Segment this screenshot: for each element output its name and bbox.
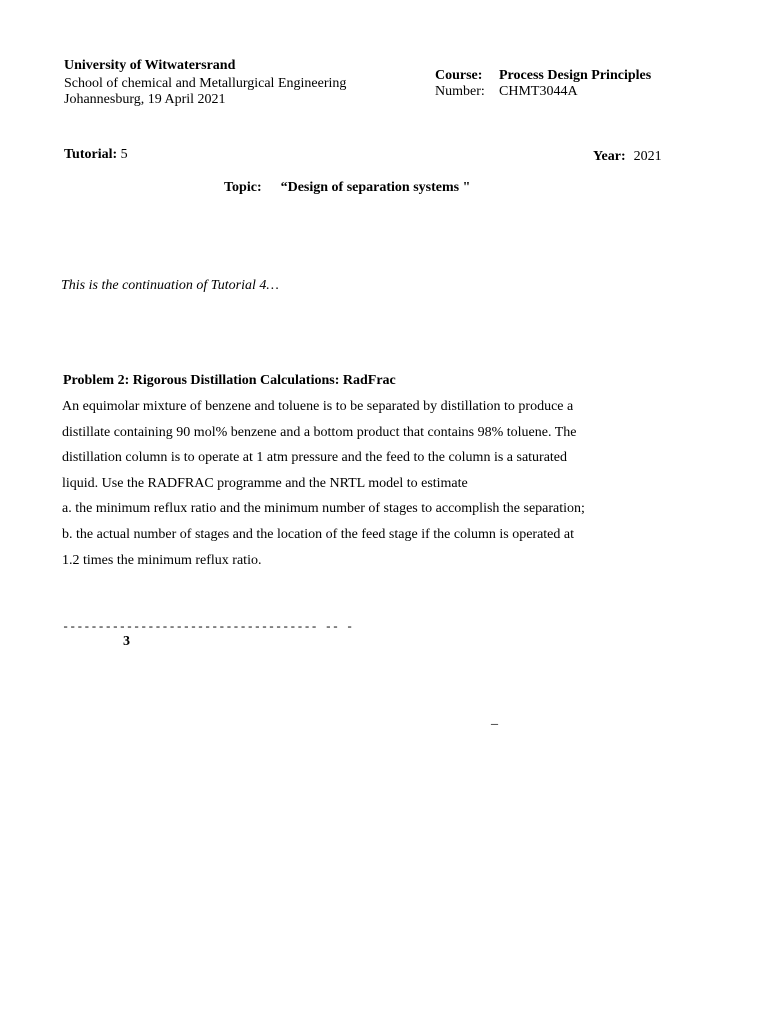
- page-number: 3: [123, 634, 130, 649]
- problem-line: An equimolar mixture of benzene and toluene is to be separated by distillation to produce a: [62, 399, 574, 414]
- topic-value: “Design of separation systems ": [280, 180, 471, 195]
- year-label: Year:: [593, 149, 626, 164]
- year-info: [593, 149, 662, 165]
- continuation-note: This is the continuation of Tutorial 4…: [61, 278, 279, 293]
- course-row: [435, 68, 651, 84]
- tutorial-value: 5: [117, 147, 128, 162]
- number-value: CHMT3044A: [499, 84, 578, 99]
- problem-body: [62, 397, 662, 576]
- dashed-separator: ------------------------------------ -- -: [62, 620, 354, 634]
- problem-line: distillation column is to operate at 1 atm pressure and the feed to the column is a saturated: [62, 450, 568, 466]
- course-label: Course:: [435, 68, 483, 83]
- topic-label: Topic:: [224, 180, 262, 195]
- tutorial-info: [64, 147, 128, 163]
- year-value: 2021: [633, 149, 662, 164]
- tutorial-label: Tutorial:: [64, 147, 118, 162]
- problem-title: Problem 2: Rigorous Distillation Calculations: RadFrac: [63, 373, 396, 388]
- problem-line: b. the actual number of stages and the location of the feed stage if the column is operated at: [62, 526, 574, 542]
- topic-info: [224, 180, 470, 196]
- problem-line: a. the minimum reflux ratio and the minimum number of stages to accomplish the separation;: [62, 501, 585, 517]
- course-value: Process Design Principles: [499, 68, 652, 83]
- university-name: University of Witwatersrand: [64, 58, 236, 73]
- number-label: Number:: [435, 84, 485, 99]
- problem-line: liquid. Use the RADFRAC programme and the NRTL model to estimate: [62, 475, 468, 491]
- school-name: School of chemical and Metallurgical Engineering: [64, 76, 347, 91]
- problem-line: 1.2 times the minimum reflux ratio.: [62, 552, 262, 568]
- city-date: Johannesburg, 19 April 2021: [64, 92, 226, 107]
- stray-mark: _: [491, 712, 498, 727]
- problem-line: distillate containing 90 mol% benzene and a bottom product that contains 98% toluene. The: [62, 424, 577, 440]
- course-info: [435, 68, 651, 100]
- number-row: [435, 84, 651, 100]
